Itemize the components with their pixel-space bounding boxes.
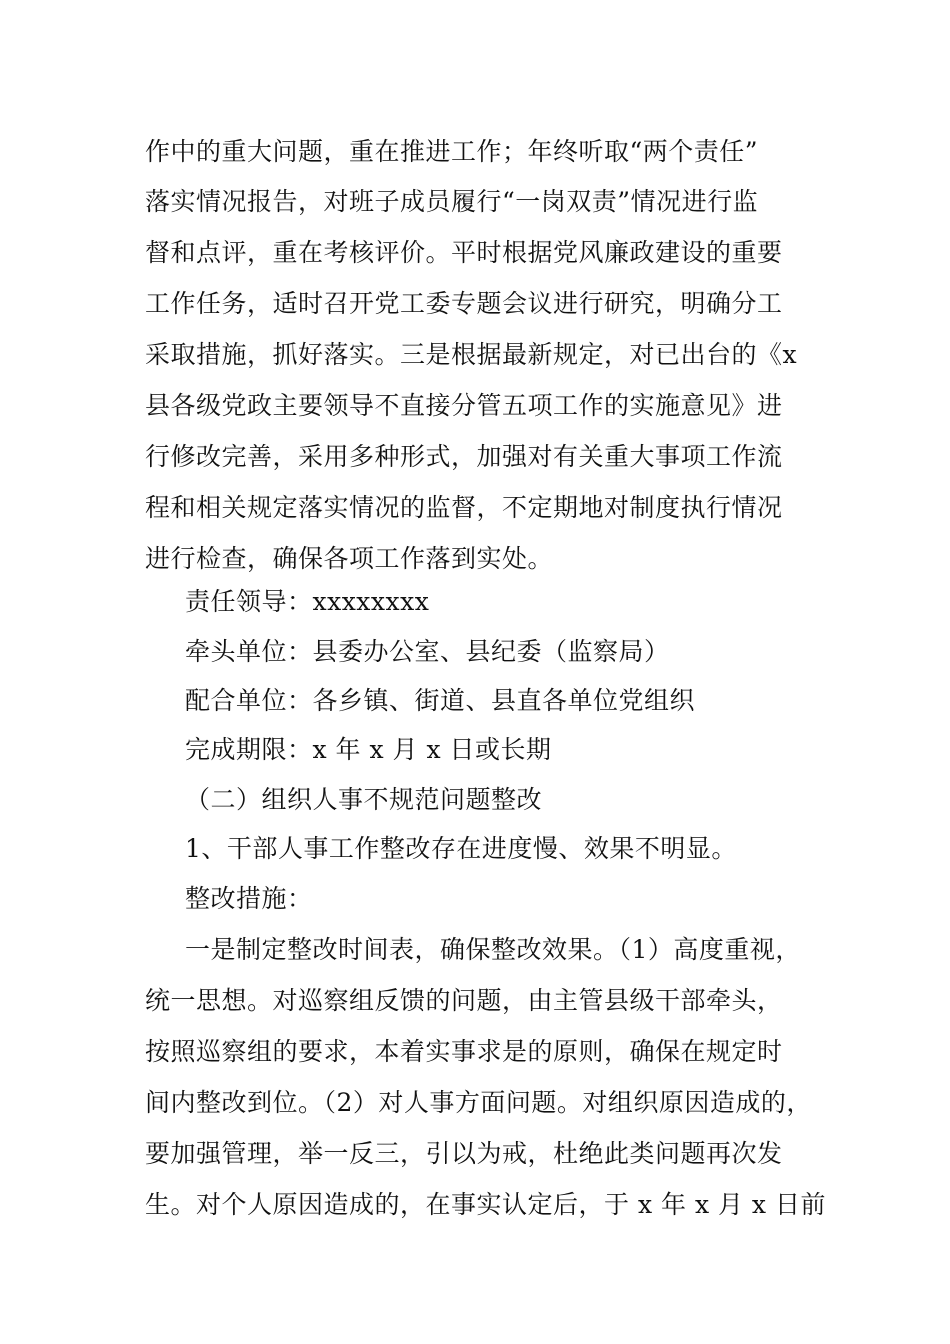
paragraph-line-8: 程和相关规定落实情况的监督，不定期地对制度执行情况 [145,493,783,522]
measures-line-4: 间内整改到位。（2）对人事方面问题。对组织原因造成的， [145,1088,812,1117]
paragraph-line-9: 进行检查，确保各项工作落到实处。 [145,544,554,573]
paragraph-line-7: 行修改完善，采用多种形式，加强对有关重大事项工作流 [145,442,783,471]
measures-line-1: 一是制定整改时间表，确保整改效果。（1）高度重视， [185,935,801,964]
measures-label: 整改措施： [185,884,313,913]
measures-line-5: 要加强管理，举一反三，引以为戒，杜绝此类问题再次发 [145,1139,783,1168]
measures-line-3: 按照巡察组的要求，本着实事求是的原则，确保在规定时 [145,1037,783,1066]
paragraph-line-4: 工作任务，适时召开党工委专题会议进行研究，明确分工 [145,289,783,318]
deadline: 完成期限：x 年 x 月 x 日或长期 [185,735,552,764]
responsible-leader: 责任领导：xxxxxxxx [185,587,430,616]
item-1: 1、干部人事工作整改存在进度慢、效果不明显。 [185,834,737,863]
paragraph-line-3: 督和点评，重在考核评价。平时根据党风廉政建设的重要 [145,238,783,267]
section-heading: （二）组织人事不规范问题整改 [185,785,543,814]
paragraph-line-1: 作中的重大问题，重在推进工作；年终听取“两个责任” [145,137,759,166]
measures-line-6: 生。对个人原因造成的，在事实认定后，于 x 年 x 月 x 日前 [145,1190,826,1219]
paragraph-line-2: 落实情况报告，对班子成员履行“一岗双责”情况进行监 [145,187,759,216]
paragraph-line-6: 县各级党政主要领导不直接分管五项工作的实施意见》进 [145,391,783,420]
lead-unit: 牵头单位：县委办公室、县纪委（监察局） [185,637,670,666]
coop-unit: 配合单位：各乡镇、街道、县直各单位党组织 [185,686,696,715]
measures-line-2: 统一思想。对巡察组反馈的问题，由主管县级干部牵头， [145,986,783,1015]
paragraph-line-5: 采取措施，抓好落实。三是根据最新规定，对已出台的《x [145,340,798,369]
